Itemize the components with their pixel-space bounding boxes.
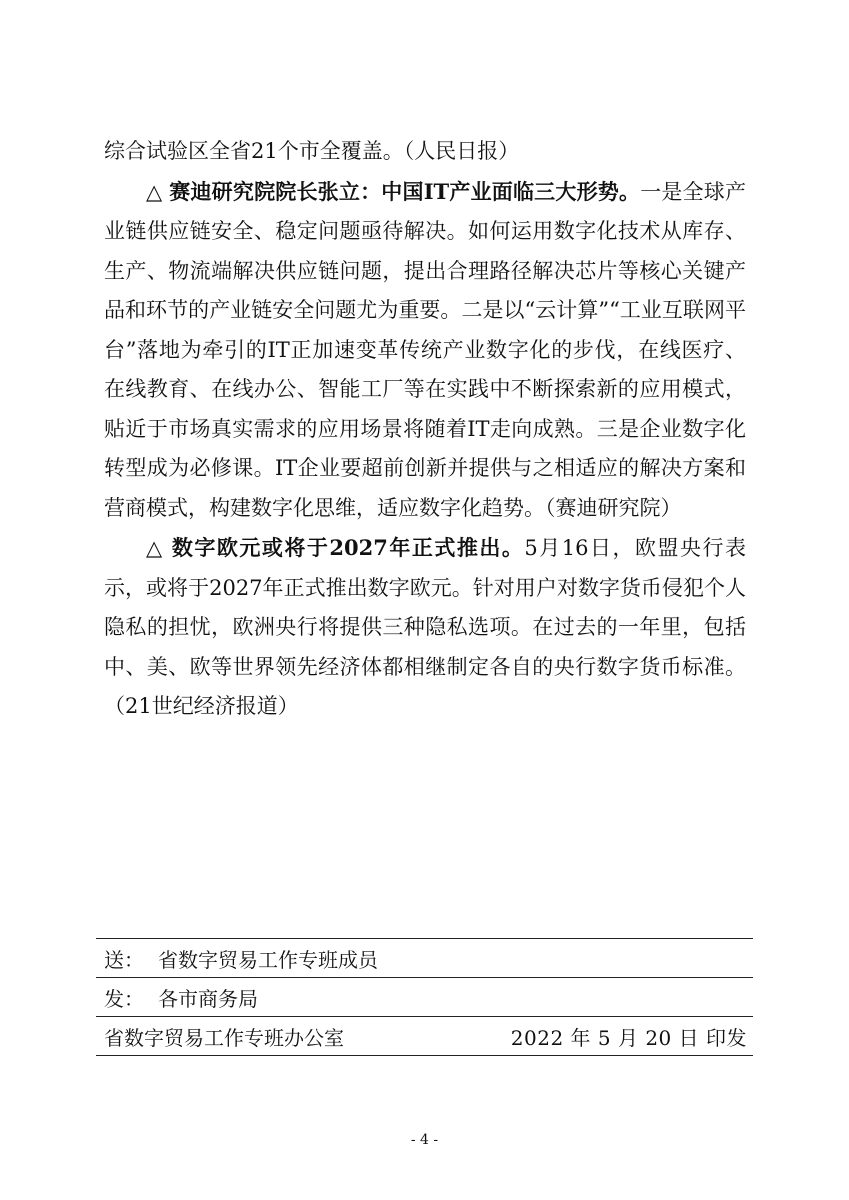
news-item-headline: 数字欧元或将于2027年正式推出。 xyxy=(171,535,525,560)
send-row xyxy=(96,938,753,977)
issuer-row xyxy=(96,1016,753,1056)
issuer-name: 省数字贸易工作专班办公室 xyxy=(104,1025,344,1050)
news-item-headline: 赛迪研究院院长张立：中国IT产业面临三大形势。 xyxy=(169,178,641,204)
distribute-label: 发： xyxy=(104,986,144,1011)
news-item-body: 一是全球产业链供应链安全、稳定问题亟待解决。如何运用数字化技术从库存、生产、物流端解决供应链问题，提出合理路径解决芯片等核心关键产品和环节的产业链安全问题尤为重要。二是以“云计算”“工业互联网平台”落地为牵引的IT正加速变革传统产业数字化的步伐，在线医疗、在线教育、在线办公、智能工厂等在实践中不断探索新的应用模式，贴近于市场真实需求的应用场景将随着IT走向成熟。三是企业数字化转型成为必修课。IT企业要超前创新并提供与之相适应的解决方案和营商模式，构建数字化思维，适应数字化趋势。（赛迪研究院） xyxy=(104,179,747,520)
distribution-footer xyxy=(96,938,753,1056)
distribute-recipients: 各市商务局 xyxy=(158,986,258,1011)
send-label: 送： xyxy=(104,947,144,972)
news-item-digital-euro xyxy=(104,528,746,727)
news-item-body: 5月16日，欧盟央行表示，或将于2027年正式推出数字欧元。针对用户对数字货币侵犯个人隐私的担忧，欧洲央行将提供三种隐私选项。在过去的一年里，包括中、美、欧等世界领先经济体都相继制定各自的央行数字货币标准。（21世纪经济报道） xyxy=(104,536,746,718)
issue-date: 2022 年 5 月 20 日 印发 xyxy=(510,1025,747,1050)
distribute-row xyxy=(96,977,753,1016)
news-item-marker: △ xyxy=(146,535,164,560)
document-body xyxy=(104,132,746,727)
news-item-ccid xyxy=(104,172,746,529)
news-item-marker: △ xyxy=(146,178,163,204)
paragraph-continuation: 综合试验区全省21个市全覆盖。（人民日报） xyxy=(104,139,520,163)
send-recipients: 省数字贸易工作专班成员 xyxy=(158,947,378,972)
page-number: - 4 - xyxy=(410,1132,439,1148)
